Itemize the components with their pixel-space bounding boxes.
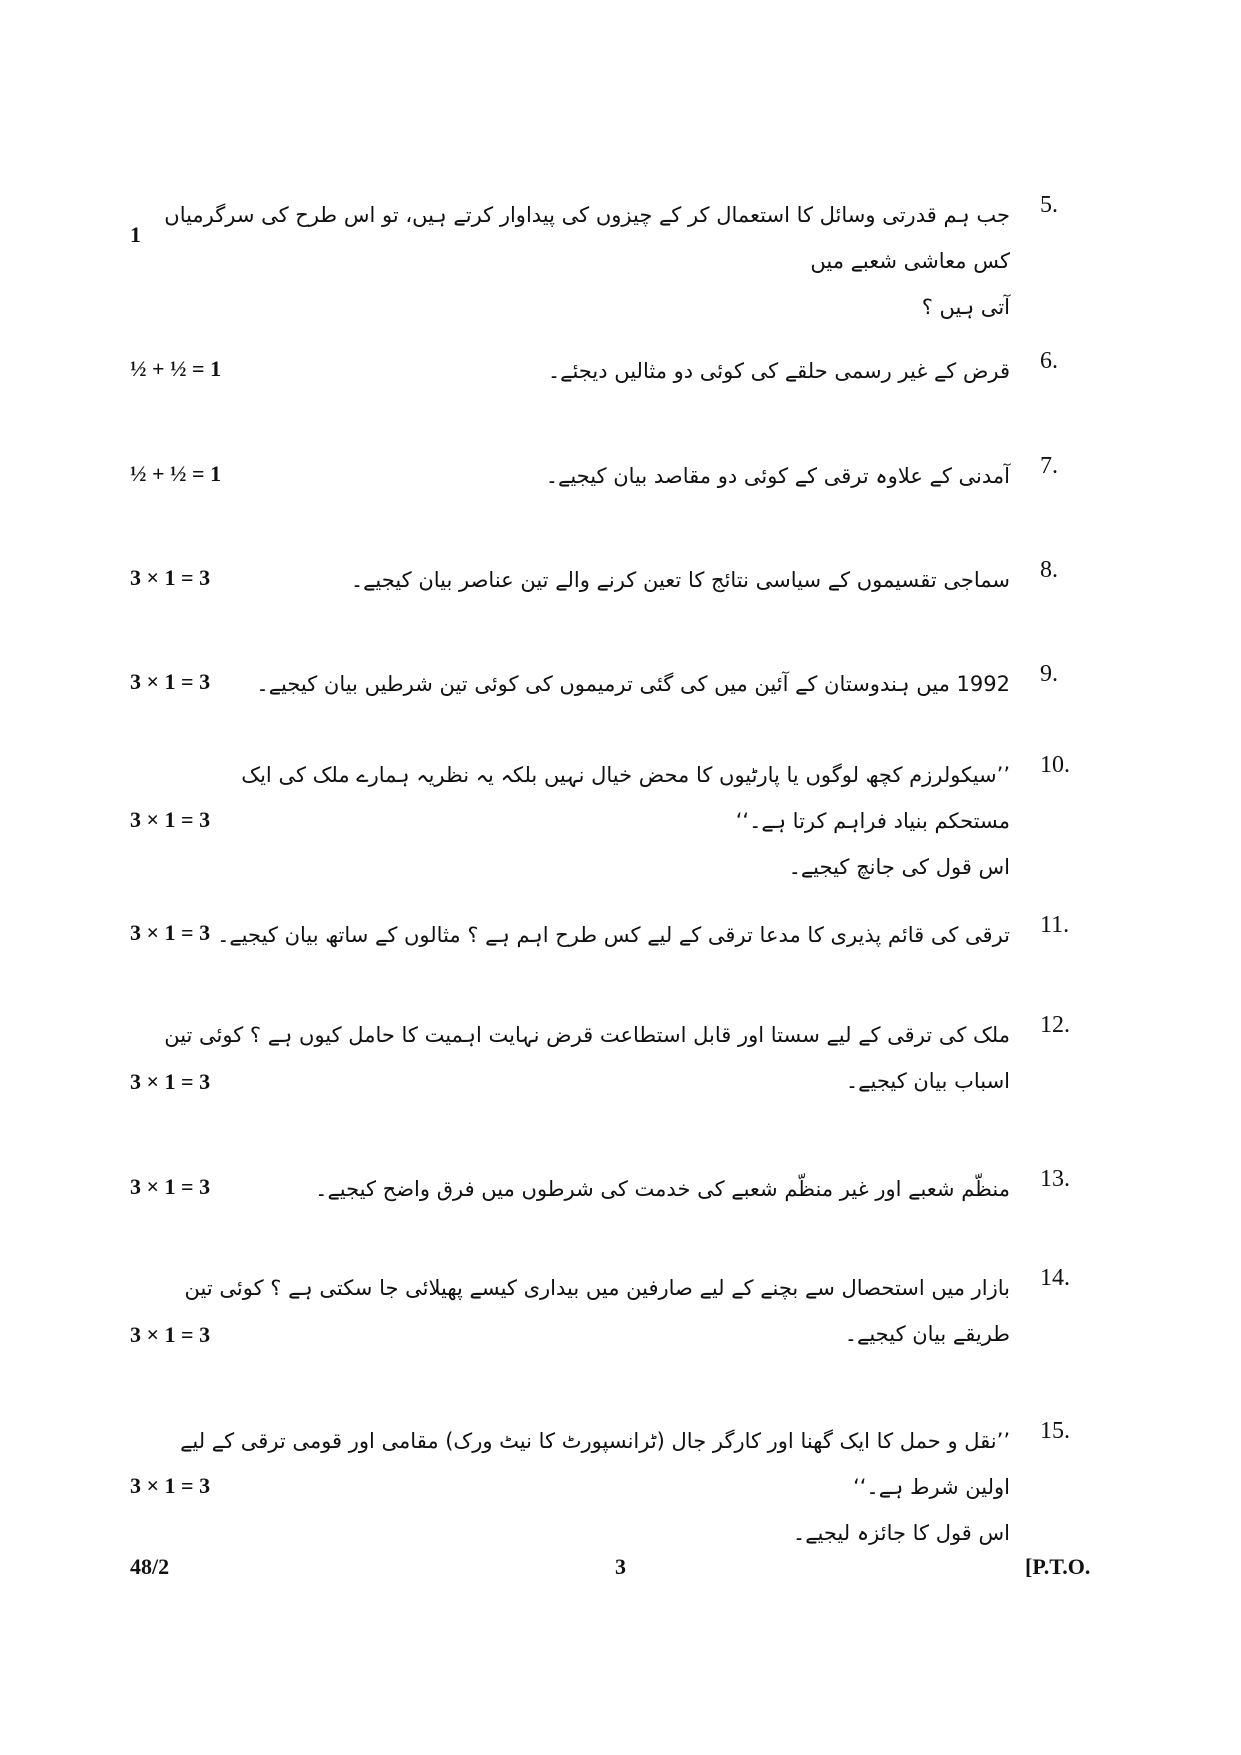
pto-label: [P.T.O. <box>1025 1554 1091 1579</box>
question-text: آمدنی کے علاوہ ترقی کے کوئی دو مقاصد بیان کیجیے۔ <box>545 464 1010 488</box>
question-text: ’’نقل و حمل کا ایک گھنا اور کارگر جال (ٹرانسپورٹ کا نیٹ ورک) مقامی اور قومی ترقی کے لیے اولین شرط ہے۔‘‘ اس قول کا جائزہ لیجیے۔ <box>180 1429 1010 1545</box>
marks: 3 × 1 = 3 <box>130 1473 211 1498</box>
marks: 3 × 1 = 3 <box>130 1174 211 1199</box>
marks: 1 <box>130 222 141 247</box>
question-number: 9. <box>1040 661 1058 687</box>
question-number: 13. <box>1040 1166 1070 1192</box>
marks: 3 × 1 = 3 <box>130 1069 211 1094</box>
question-number: 6. <box>1040 348 1058 374</box>
question-text: ترقی کی قائم پذیری کا مدعا ترقی کے لیے کس طرح اہم ہے ؟ مثالوں کے ساتھ بیان کیجیے۔ <box>217 923 1010 947</box>
question-number: 5. <box>1040 192 1058 218</box>
paper-code: 48/2 <box>130 1554 170 1579</box>
marks: 3 × 1 = 3 <box>130 807 211 832</box>
question-text: ملک کی ترقی کے لیے سستا اور قابل استطاعت قرض نہایت اہمیت کا حامل کیوں ہے ؟ کوئی تین اسباب بیان کیجیے۔ <box>164 1023 1010 1093</box>
question-number: 15. <box>1040 1418 1070 1444</box>
question-text: قرض کے غیر رسمی حلقے کی کوئی دو مثالیں دیجئے۔ <box>547 359 1010 383</box>
question-number: 12. <box>1040 1012 1070 1038</box>
marks: ½ + ½ = 1 <box>130 356 222 381</box>
question-text: منظّم شعبے اور غیر منظّم شعبے کی خدمت کی شرطوں میں فرق واضح کیجیے۔ <box>315 1177 1010 1201</box>
question-text: جب ہم قدرتی وسائل کا استعمال کر کے چیزوں کی پیداوار کرتے ہیں، تو اس طرح کی سرگرمیاں کس معاشی شعبے میں آتی ہیں ؟ <box>164 203 1010 319</box>
question-text: 1992 میں ہندوستان کے آئین میں کی گئی ترمیموں کی کوئی تین شرطیں بیان کیجیے۔ <box>256 672 1010 696</box>
marks: 3 × 1 = 3 <box>130 669 211 694</box>
question-number: 8. <box>1040 557 1058 583</box>
marks: 3 × 1 = 3 <box>130 565 211 590</box>
marks: 3 × 1 = 3 <box>130 920 211 945</box>
question-number: 14. <box>1040 1265 1070 1291</box>
question-number: 7. <box>1040 453 1058 479</box>
marks: ½ + ½ = 1 <box>130 461 222 486</box>
question-number: 10. <box>1040 752 1070 778</box>
question-number: 11. <box>1040 912 1070 938</box>
page-number: 3 <box>615 1554 626 1579</box>
question-text: سماجی تقسیموں کے سیاسی نتائج کا تعین کرنے والے تین عناصر بیان کیجیے۔ <box>350 568 1010 592</box>
marks: 3 × 1 = 3 <box>130 1322 211 1347</box>
question-text: بازار میں استحصال سے بچنے کے لیے صارفین میں بیداری کیسے پھیلائی جا سکتی ہے ؟ کوئی تین طریقے بیان کیجیے۔ <box>184 1276 1010 1346</box>
question-text: ’’سیکولرزم کچھ لوگوں یا پارٹیوں کا محض خیال نہیں بلکہ یہ نظریہ ہمارے ملک کی ایک مستحکم بنیاد فراہم کرتا ہے۔‘‘ اس قول کی جانچ کیجیے۔ <box>241 763 1010 879</box>
